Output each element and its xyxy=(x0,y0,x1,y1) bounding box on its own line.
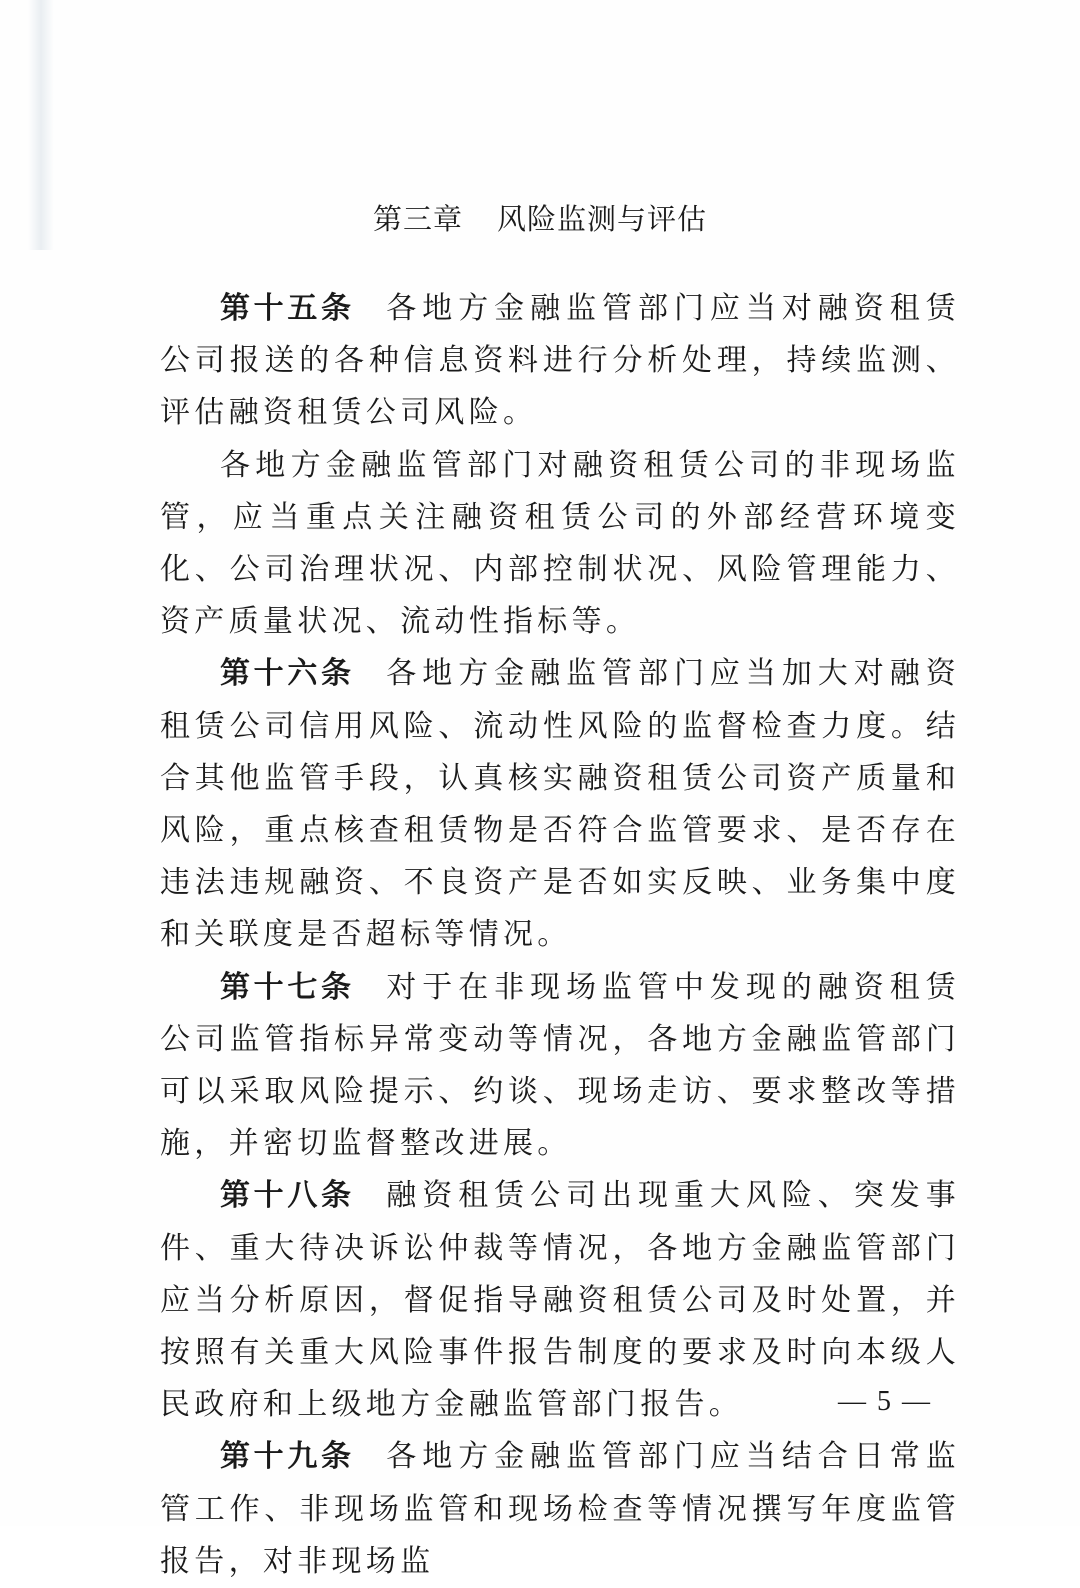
article-16-label: 第十六条 xyxy=(220,656,355,692)
page-number: — 5 — xyxy=(838,1386,932,1417)
article-18-label: 第十八条 xyxy=(220,1178,355,1214)
chapter-heading xyxy=(0,197,1080,238)
chapter-title: 风险监测与评估 xyxy=(497,202,708,237)
article-15-text-1: 各地方金融监管部门应当对融资租赁公司报送的各种信息资料进行分析处理，持续监测、评估融资租赁公司风险。 xyxy=(160,291,960,431)
article-19-paragraph xyxy=(160,1431,960,1588)
article-18-text: 融资租赁公司出现重大风险、突发事件、重大待决诉讼仲裁等情况，各地方金融监管部门应当分析原因，督促指导融资租赁公司及时处置，并按照有关重大风险事件报告制度的要求及时向本级人民政府和上级地方金融监管部门报告。 xyxy=(160,1178,960,1423)
chapter-label: 第三章 xyxy=(372,202,463,237)
article-17-text: 对于在非现场监管中发现的融资租赁公司监管指标异常变动等情况，各地方金融监管部门可以采取风险提示、约谈、现场走访、要求整改等措施，并密切监督整改进展。 xyxy=(160,969,960,1162)
article-17-paragraph xyxy=(160,962,960,1171)
article-15-paragraph-1 xyxy=(160,283,960,440)
article-19-label: 第十九条 xyxy=(220,1439,355,1475)
article-15-label: 第十五条 xyxy=(220,291,355,326)
article-15-paragraph-2 xyxy=(160,440,960,649)
article-16-paragraph xyxy=(160,648,960,961)
article-19-text: 各地方金融监管部门应当结合日常监管工作、非现场监管和现场检查等情况撰写年度监管报告，对非现场监 xyxy=(160,1439,960,1579)
article-15-text-2: 各地方金融监管部门对融资租赁公司的非现场监管，应当重点关注融资租赁公司的外部经营环境变化、公司治理状况、内部控制状况、风险管理能力、资产质量状况、流动性指标等。 xyxy=(160,447,960,640)
article-17-label: 第十七条 xyxy=(220,969,355,1005)
article-16-text: 各地方金融监管部门应当加大对融资租赁公司信用风险、流动性风险的监督检查力度。结合其他监管手段，认真核实融资租赁公司资产质量和风险，重点核查租赁物是否符合监管要求、是否存在违法违规融资、不良资产是否如实反映、业务集中度和关联度是否超标等情况。 xyxy=(160,656,960,953)
